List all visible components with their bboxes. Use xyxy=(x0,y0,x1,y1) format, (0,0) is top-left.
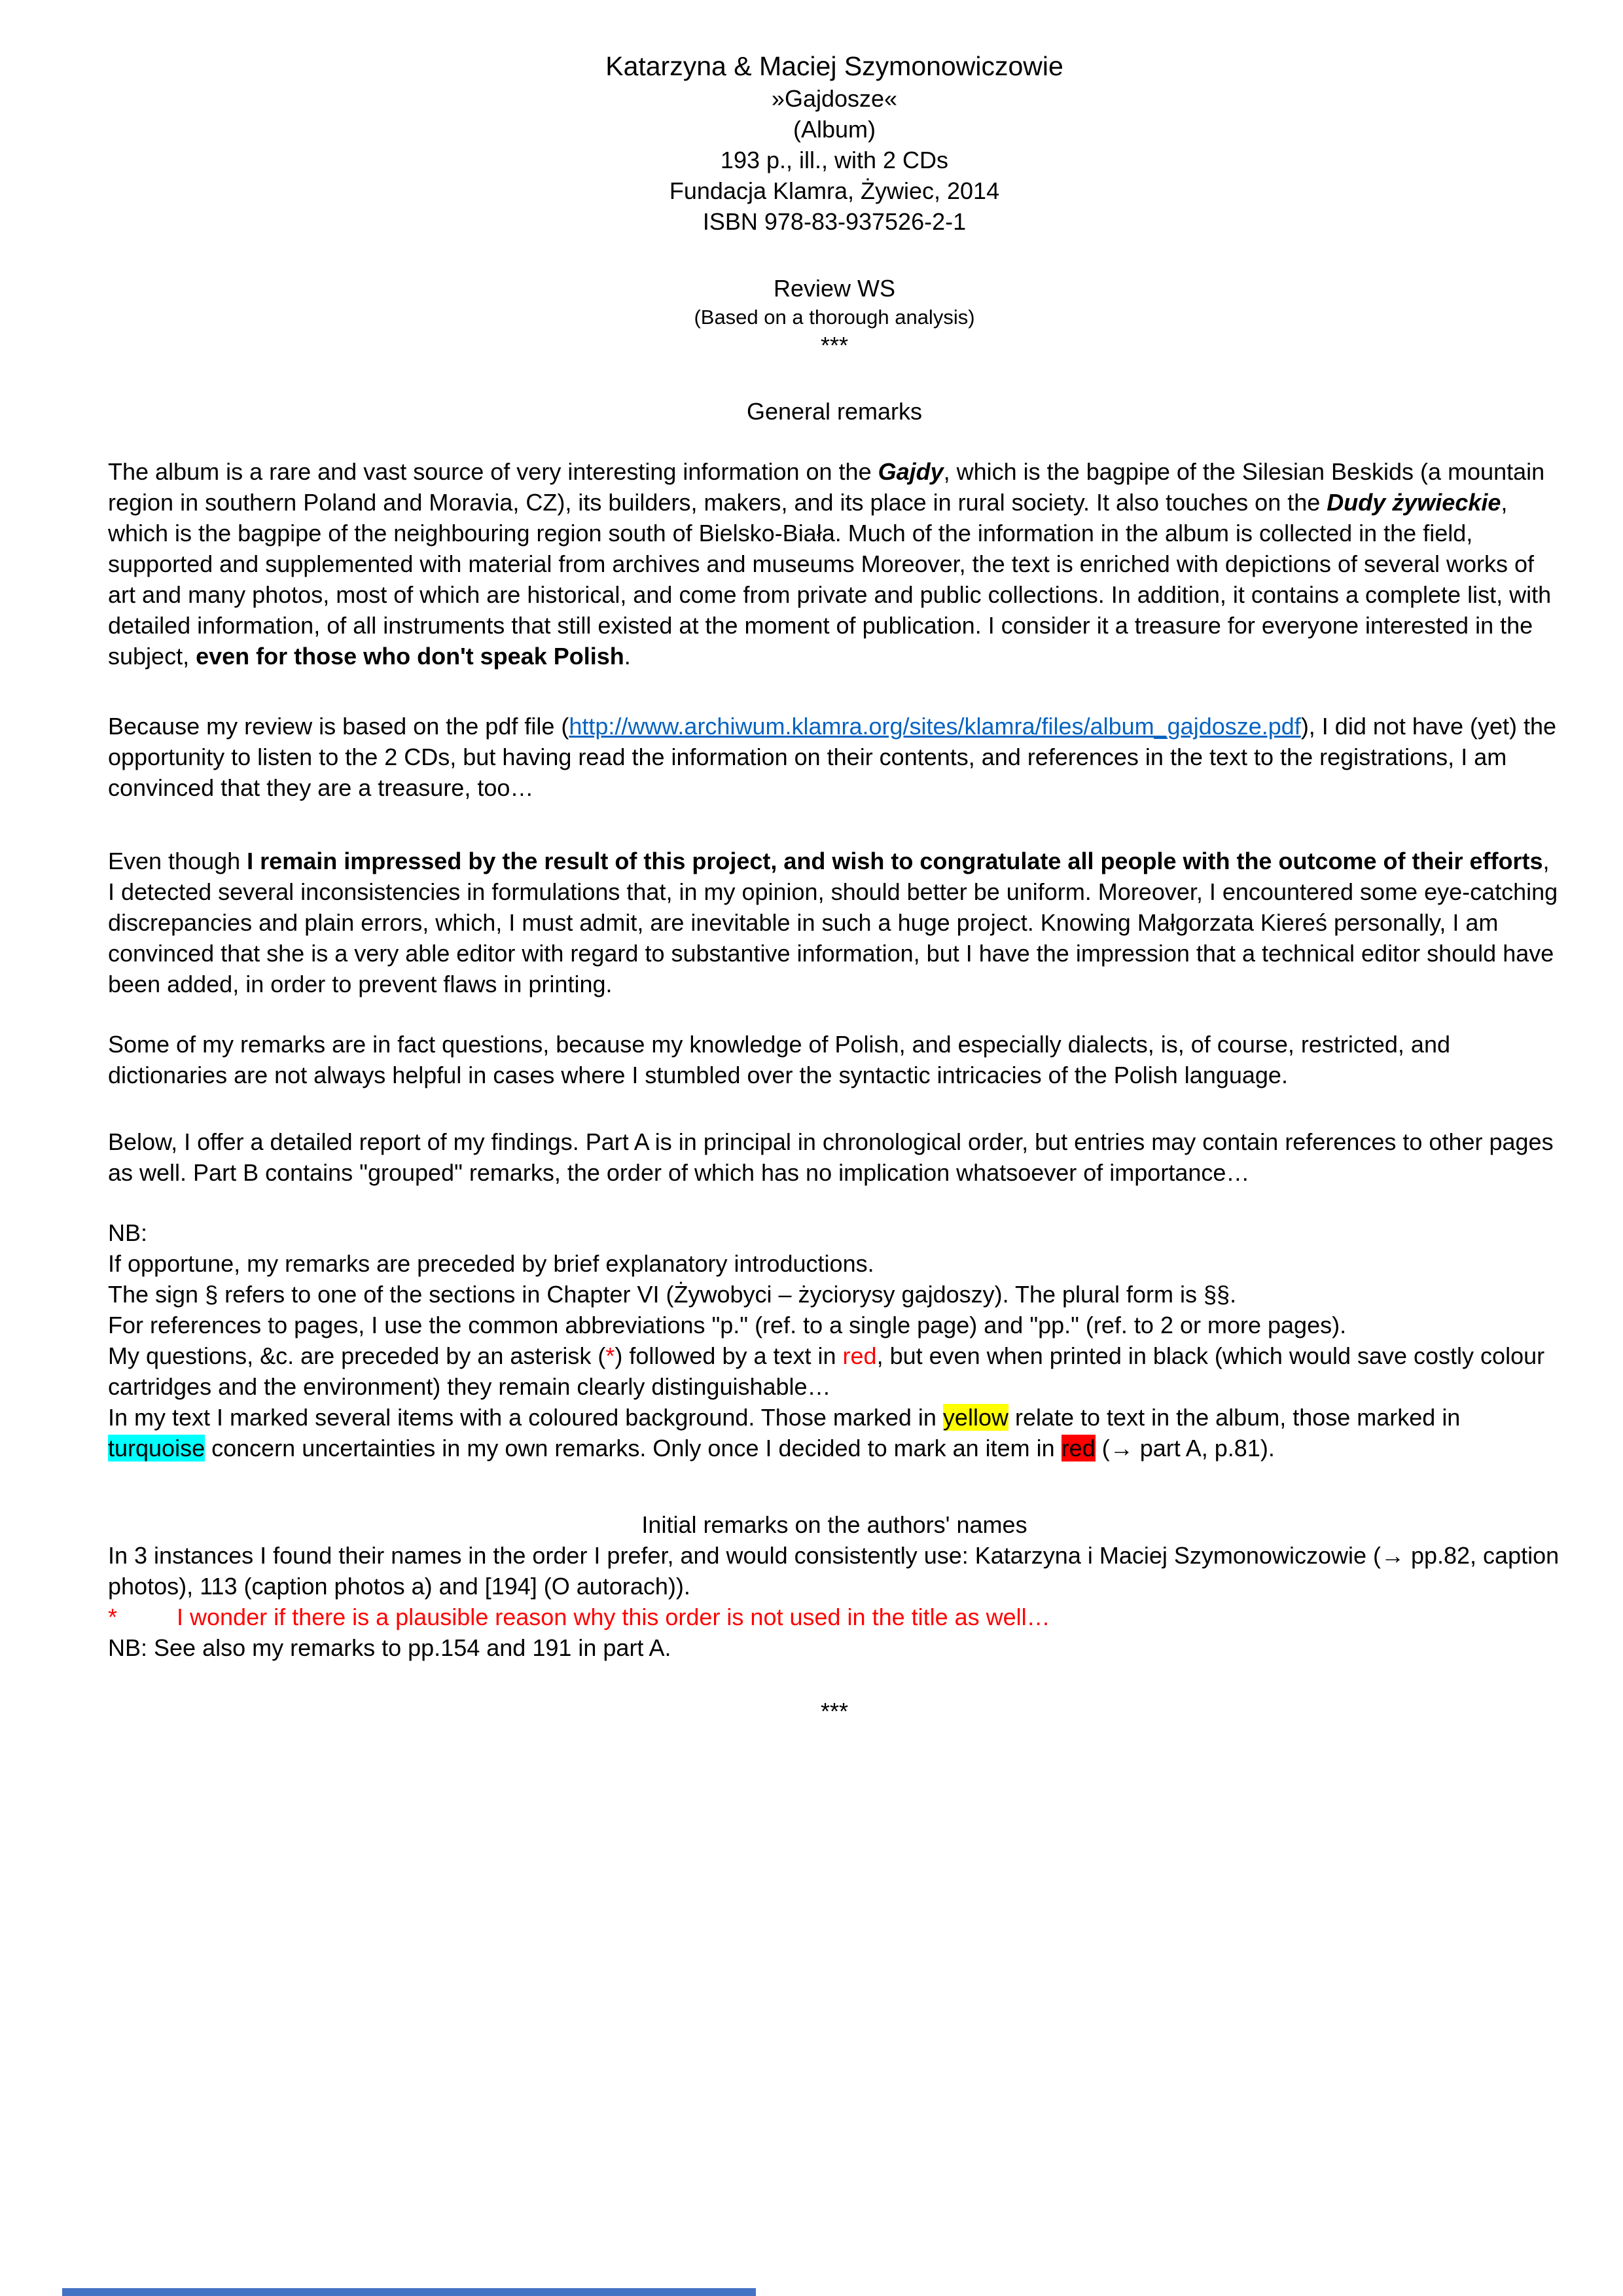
header-work-details: 193 p., ill., with 2 CDs xyxy=(720,147,949,173)
text-segment: NB: See also my remarks to pp.154 and 191 in part A. xyxy=(108,1634,671,1661)
text-segment: turquoise xyxy=(108,1435,205,1462)
review-separator: *** xyxy=(820,332,849,359)
text-segment: (→ part A, p.81). xyxy=(1095,1435,1275,1462)
document-header xyxy=(108,49,1561,237)
authors-names-block xyxy=(108,1540,1561,1663)
text-segment: yellow xyxy=(942,1404,1008,1431)
paragraph-congratulations xyxy=(108,846,1561,999)
paragraph-album-overview xyxy=(108,456,1561,672)
header-authors: Katarzyna & Maciej Szymonowiczowie xyxy=(605,51,1063,81)
text-segment: relate to text in the album, those marked in xyxy=(1008,1404,1461,1431)
authors-names-remark-red xyxy=(108,1602,1561,1632)
nb-line xyxy=(108,1217,1561,1248)
authors-names-heading: Initial remarks on the authors' names xyxy=(641,1511,1027,1538)
text-segment: Even though xyxy=(108,848,247,874)
text-segment: concern uncertainties in my own remarks. Only once I decided to mark an item in xyxy=(205,1435,1061,1462)
nb-line xyxy=(108,1248,1561,1279)
header-work-title: »Gajdosze« xyxy=(771,85,898,112)
text-segment: In my text I marked several items with a coloured background. Those marked in xyxy=(108,1404,943,1431)
authors-names-nb xyxy=(108,1632,1561,1663)
nb-line xyxy=(108,1279,1561,1310)
text-segment: Dudy żywieckie xyxy=(1327,489,1501,516)
text-segment: In 3 instances I found their names in the order I prefer, and would consistently use: Katarzyna i Maciej Szymonowiczowie (→ pp.82, caption photos), 113 (caption photos a) and [194] (O autorach)). xyxy=(108,1542,1560,1600)
text-segment: My questions, &c. are preceded by an asterisk ( xyxy=(108,1342,606,1369)
pdf-link[interactable]: http://www.archiwum.klamra.org/sites/klamra/files/album_gajdosze.pdf xyxy=(569,713,1301,740)
text-segment: . xyxy=(624,643,631,670)
text-segment: ), I did not have (yet) the opportunity to listen to the 2 CDs, but having read the information on their contents, and references in the text to the registrations, I am convinced that they are a treasure, too… xyxy=(108,713,1557,801)
text-segment: If opportune, my remarks are preceded by brief explanatory introductions. xyxy=(108,1250,874,1277)
authors-names-line xyxy=(108,1540,1561,1602)
nb-line xyxy=(108,1340,1561,1402)
text-segment: NB: xyxy=(108,1219,148,1246)
text-segment: , but even when printed in black (which would save costly colour cartridges and the environment) they remain clearly distinguishable… xyxy=(108,1342,1545,1400)
paragraph-pdf-review xyxy=(108,711,1561,803)
nb-line xyxy=(108,1310,1561,1340)
text-segment: Below, I offer a detailed report of my findings. Part A is in principal in chronological order, but entries may contain references to other pages as well. Part B contains "grouped" remarks, the order of which has no implication whatsoever of importance… xyxy=(108,1128,1554,1186)
paragraph-remarks-questions xyxy=(108,1029,1561,1090)
text-segment: ) followed by a text in xyxy=(615,1342,843,1369)
bottom-blue-bar xyxy=(62,2288,756,2296)
text-segment: Because my review is based on the pdf file ( xyxy=(108,713,569,740)
text-segment: I remain impressed by the result of this project, and wish to congratulate all people with the outcome of their efforts xyxy=(247,848,1543,874)
text-segment: * xyxy=(605,1342,615,1369)
text-segment: , which is the bagpipe of the neighbouring region south of Bielsko-Biała. Much of the information in the album is collected in the field, supported and supplemented with material from archives and museums Moreover, the text is enriched with depictions of several works of art and many photos, most of which are historical, and come from private and public collections. In addition, it contains a complete list, with detailed information, of all instruments that still existed at the moment of publication. I consider it a treasure for everyone interested in the subject, xyxy=(108,489,1552,670)
text-segment: The sign § refers to one of the sections in Chapter VI (Żywobyci – życiorysy gajdoszy). The plural form is §§. xyxy=(108,1281,1237,1308)
text-segment: The album is a rare and vast source of very interesting information on the xyxy=(108,458,878,485)
text-segment: , I detected several inconsistencies in formulations that, in my opinion, should better be uniform. Moreover, I encountered some eye-catching discrepancies and plain errors, which, I must admit, are inevitable in such a huge project. Knowing Małgorzata Kiereś personally, I am convinced that she is a very able editor with regard to substantive information, but I have the impression that a technical editor should have been added, in order to prevent flaws in printing. xyxy=(108,848,1558,997)
nb-line xyxy=(108,1402,1561,1463)
text-segment: , which is the bagpipe of the Silesian Beskids (a mountain region in southern Poland and Moravia, CZ), its builders, makers, and its place in rural society. It also touches on the xyxy=(108,458,1545,516)
nb-block xyxy=(108,1217,1561,1463)
review-subtitle: (Based on a thorough analysis) xyxy=(694,306,975,329)
text-segment: red xyxy=(1061,1435,1096,1462)
general-remarks-heading: General remarks xyxy=(746,398,923,425)
text-segment: Gajdy xyxy=(878,458,944,485)
review-title: Review WS xyxy=(773,275,896,302)
closing-separator: *** xyxy=(820,1698,849,1725)
text-segment: red xyxy=(842,1342,877,1369)
text-segment: Some of my remarks are in fact questions, because my knowledge of Polish, and especially dialects, is, of course, restricted, and dictionaries are not always helpful in cases where I stumbled over the syntactic intricacies of the Polish language. xyxy=(108,1031,1450,1088)
text-segment: For references to pages, I use the common abbreviations "p." (ref. to a single page) and "pp." (ref. to 2 or more pages). xyxy=(108,1312,1347,1338)
header-work-format: (Album) xyxy=(793,116,876,143)
text-segment: even for those who don't speak Polish xyxy=(196,643,624,670)
text-segment: I wonder if there is a plausible reason why this order is not used in the title as well… xyxy=(177,1604,1050,1630)
paragraph-report-structure xyxy=(108,1126,1561,1188)
header-publisher: Fundacja Klamra, Żywiec, 2014 xyxy=(669,177,1000,204)
review-heading-block xyxy=(108,273,1561,360)
text-segment: * xyxy=(108,1604,118,1630)
header-isbn: ISBN 978-83-937526-2-1 xyxy=(702,208,967,235)
